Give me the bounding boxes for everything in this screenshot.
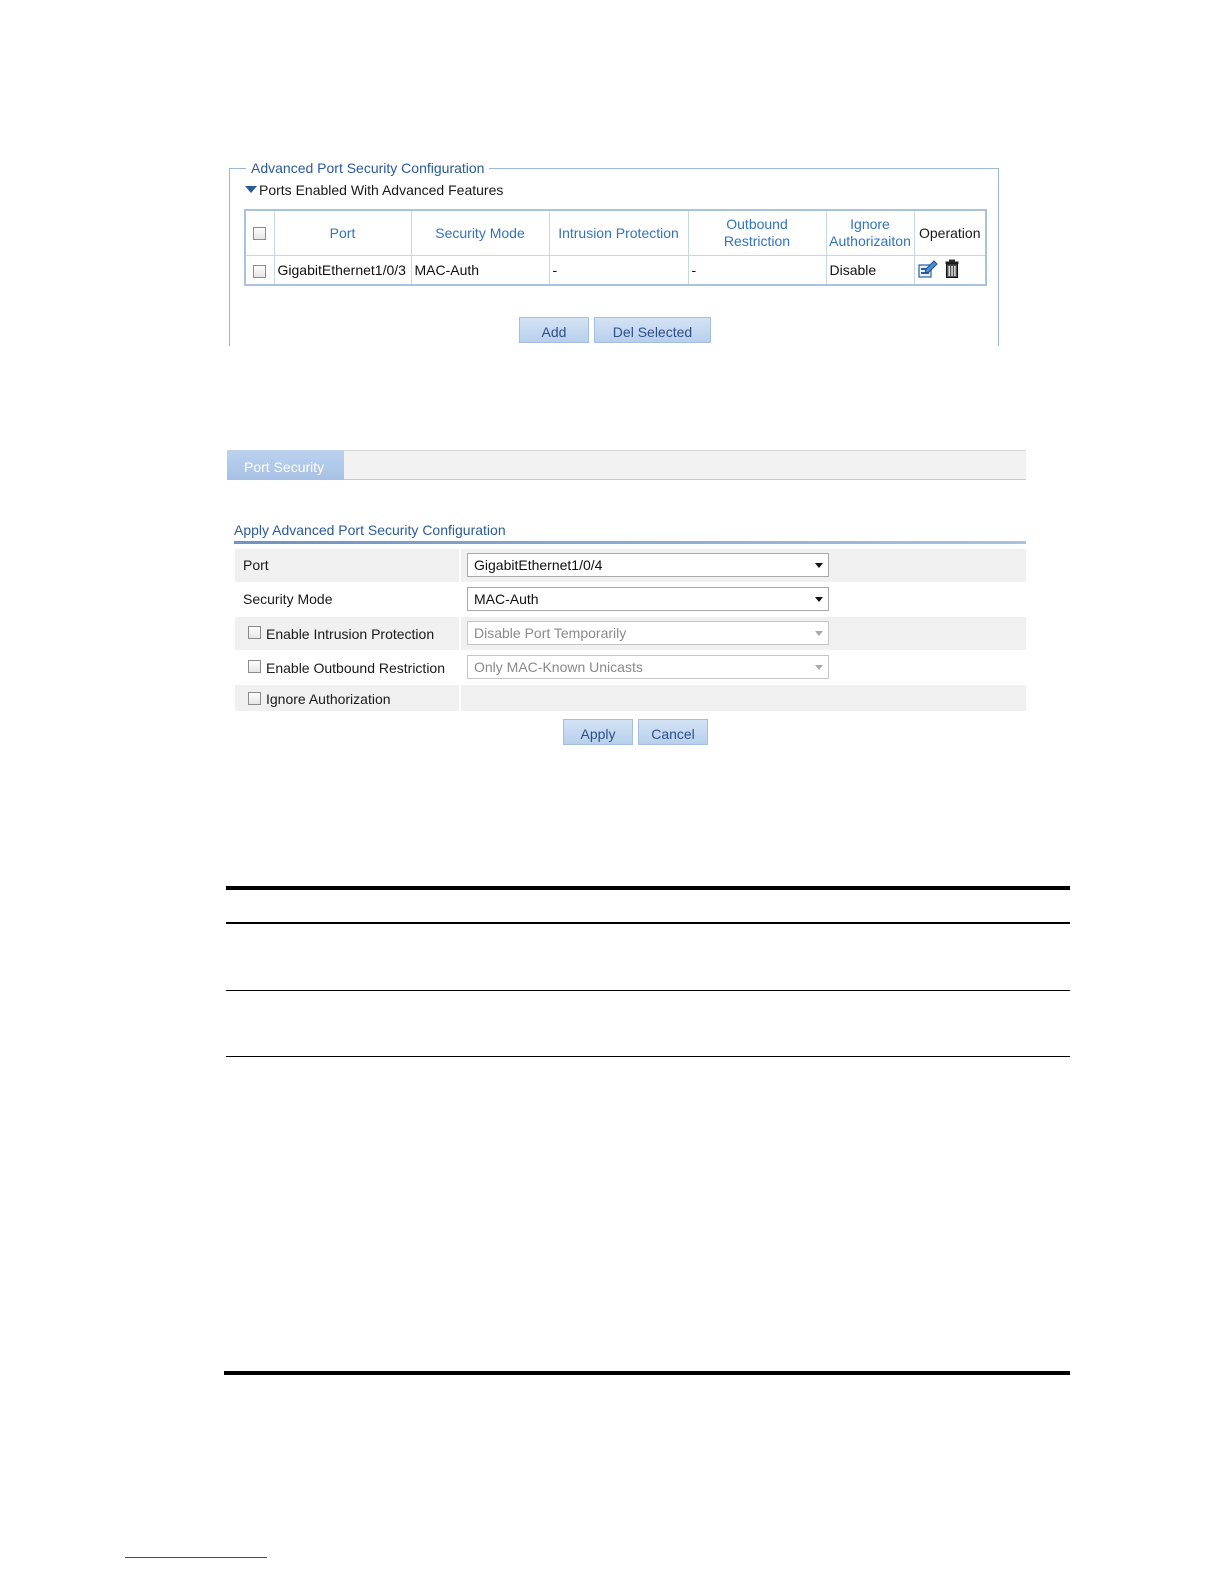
ignore-authorization-checkbox[interactable] (248, 692, 261, 705)
ignore-control-cell (461, 685, 1026, 711)
outbound-checkbox[interactable] (248, 660, 261, 673)
col-intrusion-protection[interactable]: Intrusion Protection (549, 210, 688, 256)
chevron-down-icon (815, 597, 823, 602)
trash-icon[interactable] (945, 259, 959, 281)
add-button[interactable]: Add (519, 317, 589, 343)
cell-outbound-restriction: - (688, 256, 826, 286)
col-ignore-text: Ignore Authorizaiton (829, 216, 911, 249)
security-mode-select-value: MAC-Auth (474, 591, 539, 607)
port-select[interactable] (467, 553, 829, 577)
table-row-divider (226, 1056, 1070, 1057)
intrusion-select[interactable] (467, 621, 829, 645)
ports-section-title: Ports Enabled With Advanced Features (259, 182, 504, 198)
tab-port-security[interactable]: Port Security (227, 450, 344, 480)
security-mode-select[interactable] (467, 587, 829, 611)
port-row (235, 549, 1026, 582)
table-top-rule (226, 886, 1070, 890)
row-select-cell (245, 256, 274, 286)
col-port[interactable]: Port (274, 210, 411, 256)
chevron-down-icon (815, 631, 823, 636)
form-title: Apply Advanced Port Security Configuration (234, 522, 506, 538)
port-select-value: GigabitEthernet1/0/4 (474, 557, 603, 573)
form-title-underline (234, 541, 1026, 544)
outbound-select[interactable] (467, 655, 829, 679)
cell-intrusion-protection: - (549, 256, 688, 286)
ignore-authorization-label: Ignore Authorization (266, 691, 391, 707)
table-header-rule (226, 922, 1070, 924)
table-row (245, 256, 986, 286)
intrusion-select-value: Disable Port Temporarily (474, 625, 627, 641)
security-mode-label: Security Mode (243, 591, 333, 607)
cancel-button[interactable]: Cancel (638, 719, 708, 745)
col-security-mode[interactable]: Security Mode (411, 210, 549, 256)
intrusion-label: Enable Intrusion Protection (266, 626, 435, 642)
cell-ignore-authorization: Disable (826, 256, 914, 286)
col-operation: Operation (914, 210, 986, 256)
select-all-cell (245, 210, 274, 256)
table-row-divider (226, 990, 1070, 991)
footer-link-underline (125, 1557, 267, 1558)
fieldset-legend: Advanced Port Security Configuration (246, 159, 489, 177)
ports-section-header[interactable] (245, 181, 503, 199)
ignore-row (235, 685, 1026, 711)
intrusion-row (235, 617, 1026, 650)
tab-strip (227, 450, 1026, 480)
del-selected-button[interactable]: Del Selected (594, 317, 711, 343)
security-mode-row (235, 583, 1026, 616)
apply-button[interactable]: Apply (563, 719, 633, 745)
table-header-row (245, 210, 986, 256)
select-all-checkbox[interactable] (253, 227, 266, 240)
outbound-select-value: Only MAC-Known Unicasts (474, 659, 643, 675)
cell-security-mode: MAC-Auth (411, 256, 549, 286)
edit-icon[interactable] (918, 260, 938, 281)
ports-table (244, 209, 987, 286)
collapse-triangle-icon[interactable] (245, 186, 257, 193)
outbound-row (235, 651, 1026, 684)
col-ignore-authorization[interactable] (826, 210, 914, 256)
port-label: Port (243, 557, 269, 573)
row-checkbox[interactable] (253, 265, 266, 278)
cell-port: GigabitEthernet1/0/3 (274, 256, 411, 286)
cell-operation (914, 256, 986, 286)
col-outbound-text: Outbound Restriction (723, 216, 791, 249)
intrusion-checkbox[interactable] (248, 626, 261, 639)
col-outbound-restriction[interactable] (688, 210, 826, 256)
outbound-label: Enable Outbound Restriction (266, 660, 445, 676)
chevron-down-icon (815, 665, 823, 670)
chevron-down-icon (815, 563, 823, 568)
table-bottom-rule (224, 1371, 1070, 1375)
